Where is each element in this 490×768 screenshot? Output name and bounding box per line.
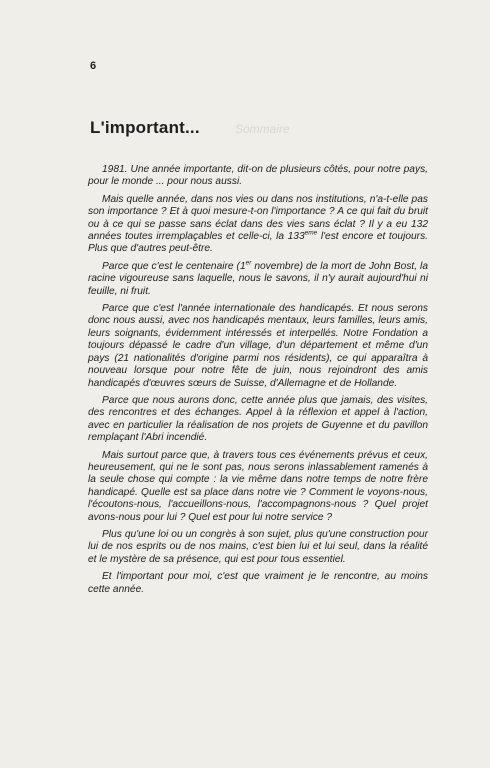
paragraph: Parce que c'est l'année internationale des handicapés. Et nous serons donc nous aussi, avec nos handicapés mentaux, leurs familles, leurs amis, leurs soignants, évidemment intéressés et interpellés. Notre Fondation a toujours dépassé le cadre d'un village, d'un département et même d'un pays (21 nationalités d'origine parmi nos résidents), ce qui apparaîtra à nouveau lorsque pour notre fête de juin, nous rejoindront des amis handicapés d'œuvres sœurs de Suisse, d'Allemagne et de Hollande.: [88, 303, 428, 389]
paragraph: Plus qu'une loi ou un congrès à son sujet, plus qu'une construction pour lui de nos esprits ou de nos mains, c'est bien lui et lui seul, dans la réalité et le mystère de sa présence, qui est pour tous essentiel.: [88, 528, 428, 565]
body-text: [88, 164, 428, 601]
page-number: 6: [90, 60, 97, 72]
paragraph: Et l'important pour moi, c'est que vraiment je le rencontre, au moins cette année.: [88, 571, 428, 595]
paragraph: Mais surtout parce que, à travers tous ces événements prévus et ceux, heureusement, qui ne le sont pas, nous serons inlassablement ramenés à la seule chose qui compte : la vie même dans notre temps de notre frère handicapé. Quelle est sa place dans notre vie ? Comment le voyons-nous, l'écoutons-nous, l'accueillons-nous, l'accompagnons-nous ? Quel projet avons-nous pour lui ? Quel est pour lui notre service ?: [88, 449, 428, 523]
page-title: L'important...: [90, 118, 200, 137]
paragraph: Mais quelle année, dans nos vies ou dans nos institutions, n'a-t-elle pas son importance ? Et à quoi mesure-t-on l'importance ? A ce qui fait du bruit ou à ce qui se passe sans éclat dans des vies sans éclat ? Il y a eu 132 années toutes irremplaçables et celle-ci, la 133eme l'est encore et toujours. Plus que d'autres peut-être.: [88, 193, 428, 255]
ghost-text: Sommaire: [235, 122, 290, 136]
paragraph: Parce que nous aurons donc, cette année plus que jamais, des visites, des rencontres et des échanges. Appel à la réflexion et appel à l'action, avec en particulier la réalisation de nos projets de Guyenne et du pavillon remplaçant l'Abri incendié.: [88, 394, 428, 444]
paragraph: Parce que c'est le centenaire (1er novembre) de la mort de John Bost, la racine vigoureuse sans laquelle, nous le savons, il n'y aurait aujourd'hui ni feuille, ni fruit.: [88, 259, 428, 297]
paragraph: 1981. Une année importante, dit-on de plusieurs côtés, pour notre pays, pour le monde ... pour nous aussi.: [88, 164, 428, 188]
